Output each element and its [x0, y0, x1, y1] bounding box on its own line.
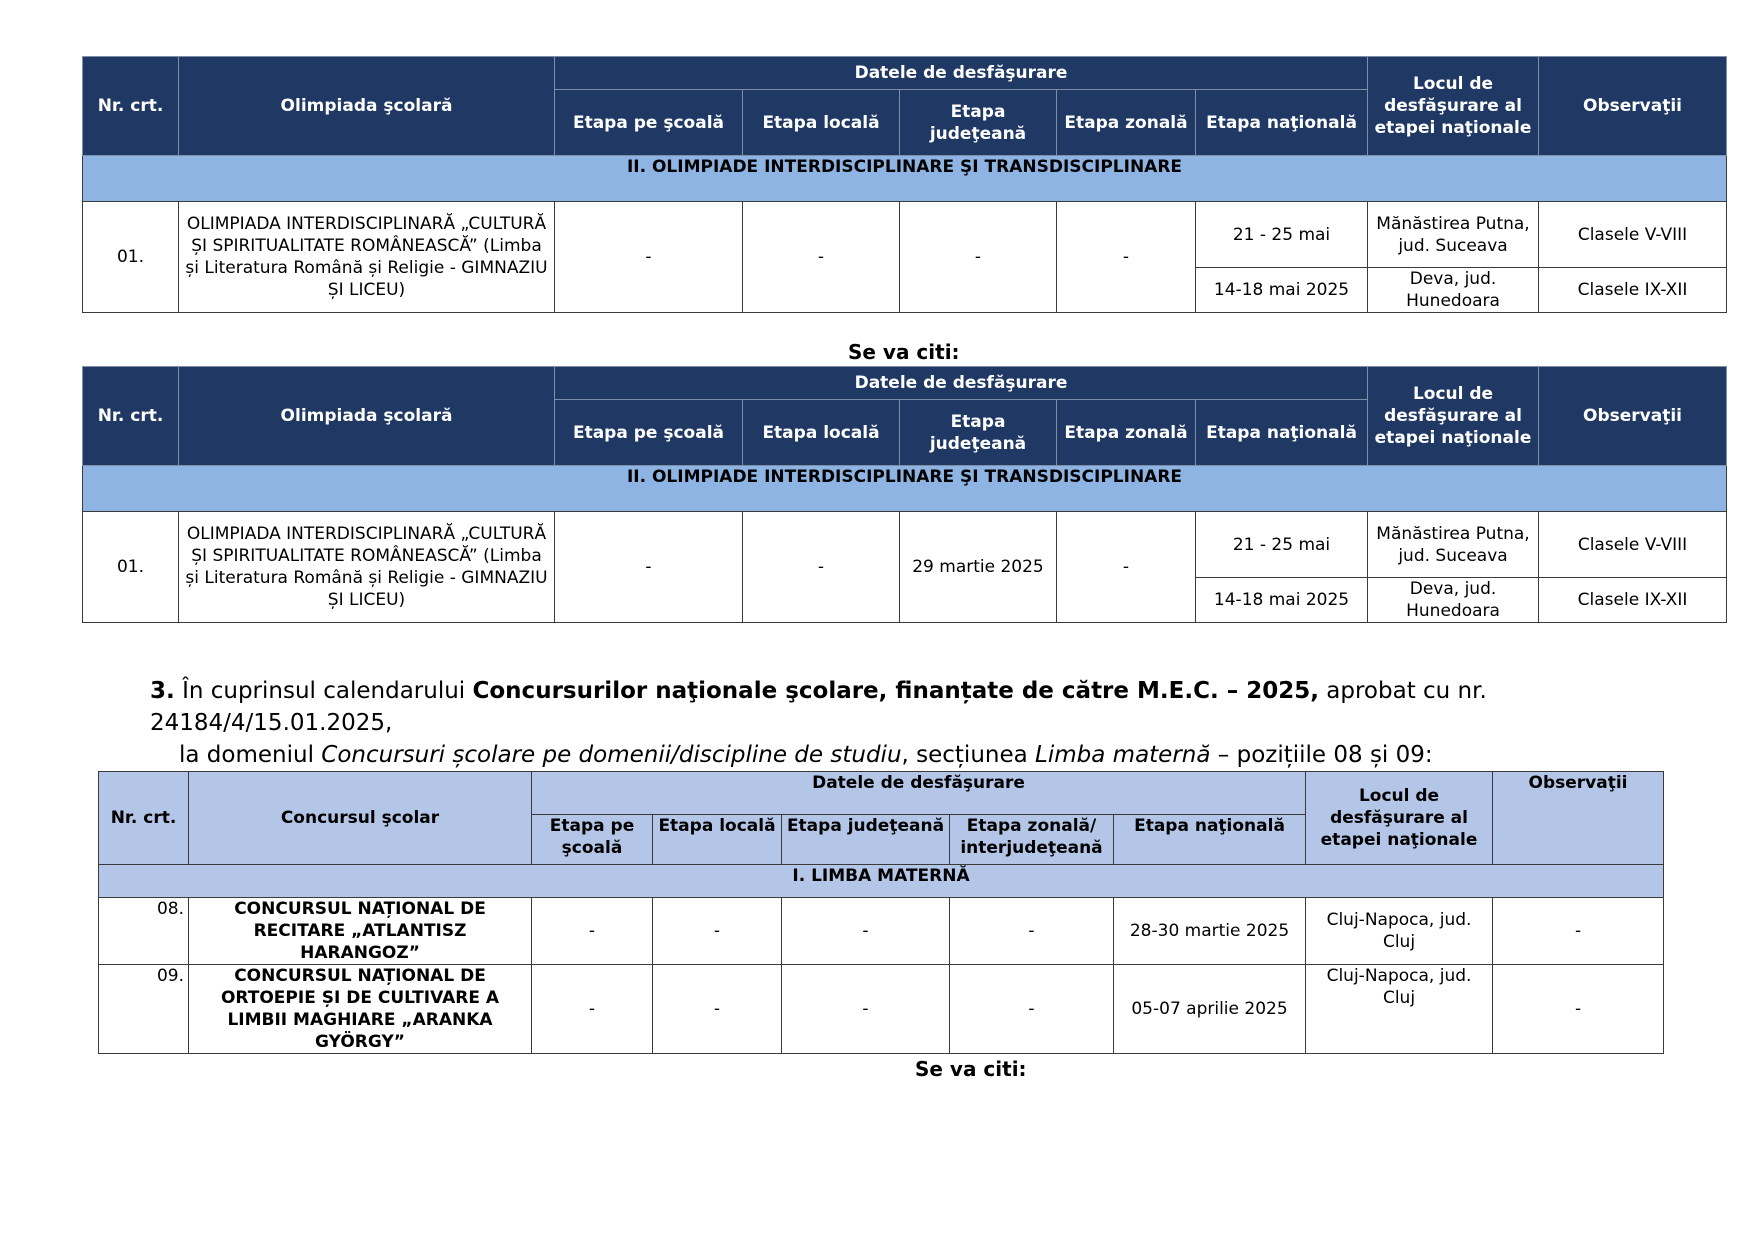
- header-observatii: Observaţii: [1539, 57, 1727, 156]
- row-nr: 09.: [99, 965, 189, 1054]
- row-name: OLIMPIADA INTERDISCIPLINARĂ „CULTURĂ ȘI SPIRITUALITATE ROMÂNEASCĂ” (Limba și Literatura Română și Religie - GIMNAZIU ȘI LICEU): [179, 202, 555, 313]
- header-locala: Etapa locală: [743, 400, 900, 466]
- olimpiade-table-corrected: [82, 366, 1727, 623]
- row-nationala-2: 14-18 mai 2025: [1196, 578, 1368, 623]
- paragraph-italic: Concursuri școlare pe domenii/discipline de studiu: [321, 742, 902, 768]
- row-scoala: -: [555, 202, 743, 313]
- header-zonala: Etapa zonală/ interjudeţeană: [950, 815, 1114, 865]
- paragraph-number: 3.: [150, 678, 175, 704]
- paragraph-bold: Concursurilor naţionale şcolare, finanțate de către M.E.C. – 2025,: [472, 678, 1319, 704]
- table-row: [99, 965, 1664, 1054]
- header-nationala: Etapa naţională: [1114, 815, 1306, 865]
- row-locala: -: [653, 898, 782, 965]
- row-judeteana: -: [782, 965, 950, 1054]
- paragraph-italic: Limba maternă: [1035, 742, 1211, 768]
- header-nr: Nr. crt.: [99, 772, 189, 865]
- row-nr: 01.: [83, 512, 179, 623]
- caption-se-va-citi: Se va citi:: [848, 340, 960, 364]
- row-nr: 01.: [83, 202, 179, 313]
- row-obs-1: Clasele V-VIII: [1539, 512, 1727, 578]
- paragraph-text: , secțiunea: [901, 742, 1036, 768]
- row-locala: -: [653, 965, 782, 1054]
- row-name: OLIMPIADA INTERDISCIPLINARĂ „CULTURĂ ȘI SPIRITUALITATE ROMÂNEASCĂ” (Limba și Literatura Română și Religie - GIMNAZIU ȘI LICEU): [179, 512, 555, 623]
- paragraph-text: În cuprinsul calendarului: [182, 678, 473, 704]
- row-obs-2: Clasele IX-XII: [1539, 268, 1727, 313]
- table-row: [99, 898, 1664, 965]
- section-title: II. OLIMPIADE INTERDISCIPLINARE ŞI TRANSDISCIPLINARE: [83, 466, 1727, 512]
- header-nr: Nr. crt.: [83, 57, 179, 156]
- header-datele: Datele de desfăşurare: [532, 772, 1306, 815]
- row-scoala: -: [555, 512, 743, 623]
- header-concurs: Concursul şcolar: [189, 772, 532, 865]
- header-nr: Nr. crt.: [83, 367, 179, 466]
- header-judeteana: Etapa judeţeană: [782, 815, 950, 865]
- header-locul: Locul de desfăşurare al etapei naţionale: [1368, 367, 1539, 466]
- header-locul: Locul de desfăşurare al etapei naţionale: [1306, 772, 1493, 865]
- row-obs-2: Clasele IX-XII: [1539, 578, 1727, 623]
- row-nationala: 05-07 aprilie 2025: [1114, 965, 1306, 1054]
- row-locul-1: Mănăstirea Putna, jud. Suceava: [1368, 202, 1539, 268]
- header-scoala: Etapa pe şcoală: [555, 90, 743, 156]
- olimpiade-table-original: [82, 56, 1727, 313]
- row-judeteana: -: [782, 898, 950, 965]
- row-locul-2: Deva, jud. Hunedoara: [1368, 578, 1539, 623]
- header-olimpiada: Olimpiada şcolară: [179, 57, 555, 156]
- header-nationala: Etapa naţională: [1196, 400, 1368, 466]
- row-nr: 08.: [99, 898, 189, 965]
- row-zonala: -: [950, 965, 1114, 1054]
- paragraph-text: aprobat cu nr. 24184/4/15.01.2025,: [150, 678, 1487, 736]
- row-nationala-1: 21 - 25 mai: [1196, 202, 1368, 268]
- row-locala: -: [743, 202, 900, 313]
- header-observatii: Observaţii: [1493, 772, 1664, 865]
- header-datele: Datele de desfăşurare: [555, 57, 1368, 90]
- row-obs-1: Clasele V-VIII: [1539, 202, 1727, 268]
- row-nationala: 28-30 martie 2025: [1114, 898, 1306, 965]
- row-obs: -: [1493, 965, 1664, 1054]
- header-zonala: Etapa zonală: [1057, 400, 1196, 466]
- amendment-paragraph: [150, 675, 1670, 771]
- row-name: CONCURSUL NAȚIONAL DE RECITARE „ATLANTISZ HARANGOZ”: [189, 898, 532, 965]
- row-nationala-1: 21 - 25 mai: [1196, 512, 1368, 578]
- row-zonala: -: [950, 898, 1114, 965]
- header-zonala: Etapa zonală: [1057, 90, 1196, 156]
- header-locala: Etapa locală: [743, 90, 900, 156]
- row-judeteana: -: [900, 202, 1057, 313]
- row-obs: -: [1493, 898, 1664, 965]
- header-locala: Etapa locală: [653, 815, 782, 865]
- section-title: I. LIMBA MATERNĂ: [99, 865, 1664, 898]
- section-title: II. OLIMPIADE INTERDISCIPLINARE ŞI TRANSDISCIPLINARE: [83, 156, 1727, 202]
- header-scoala: Etapa pe şcoală: [555, 400, 743, 466]
- row-locala: -: [743, 512, 900, 623]
- paragraph-text: la domeniul: [179, 742, 322, 768]
- header-nationala: Etapa naţională: [1196, 90, 1368, 156]
- row-scoala: -: [532, 965, 653, 1054]
- row-judeteana: 29 martie 2025: [900, 512, 1057, 623]
- header-judeteana: Etapa judeţeană: [900, 400, 1057, 466]
- header-datele: Datele de desfăşurare: [555, 367, 1368, 400]
- paragraph-line-1: [150, 675, 1670, 739]
- header-scoala: Etapa pe şcoală: [532, 815, 653, 865]
- row-nationala-2: 14-18 mai 2025: [1196, 268, 1368, 313]
- row-locul: Cluj-Napoca, jud. Cluj: [1306, 898, 1493, 965]
- caption-se-va-citi: Se va citi:: [915, 1057, 1027, 1081]
- header-judeteana: Etapa judeţeană: [900, 90, 1057, 156]
- row-scoala: -: [532, 898, 653, 965]
- concursuri-table: [98, 771, 1664, 1054]
- row-zonala: -: [1057, 512, 1196, 623]
- header-observatii: Observaţii: [1539, 367, 1727, 466]
- paragraph-line-2: [150, 739, 1670, 771]
- row-locul-2: Deva, jud. Hunedoara: [1368, 268, 1539, 313]
- row-name: CONCURSUL NAȚIONAL DE ORTOEPIE ȘI DE CULTIVARE A LIMBII MAGHIARE „ARANKA GYÖRGY”: [189, 965, 532, 1054]
- row-zonala: -: [1057, 202, 1196, 313]
- row-locul: Cluj-Napoca, jud. Cluj: [1306, 965, 1493, 1054]
- row-locul-1: Mănăstirea Putna, jud. Suceava: [1368, 512, 1539, 578]
- paragraph-text: – pozițiile 08 și 09:: [1210, 742, 1433, 768]
- header-locul: Locul de desfăşurare al etapei naţionale: [1368, 57, 1539, 156]
- header-olimpiada: Olimpiada şcolară: [179, 367, 555, 466]
